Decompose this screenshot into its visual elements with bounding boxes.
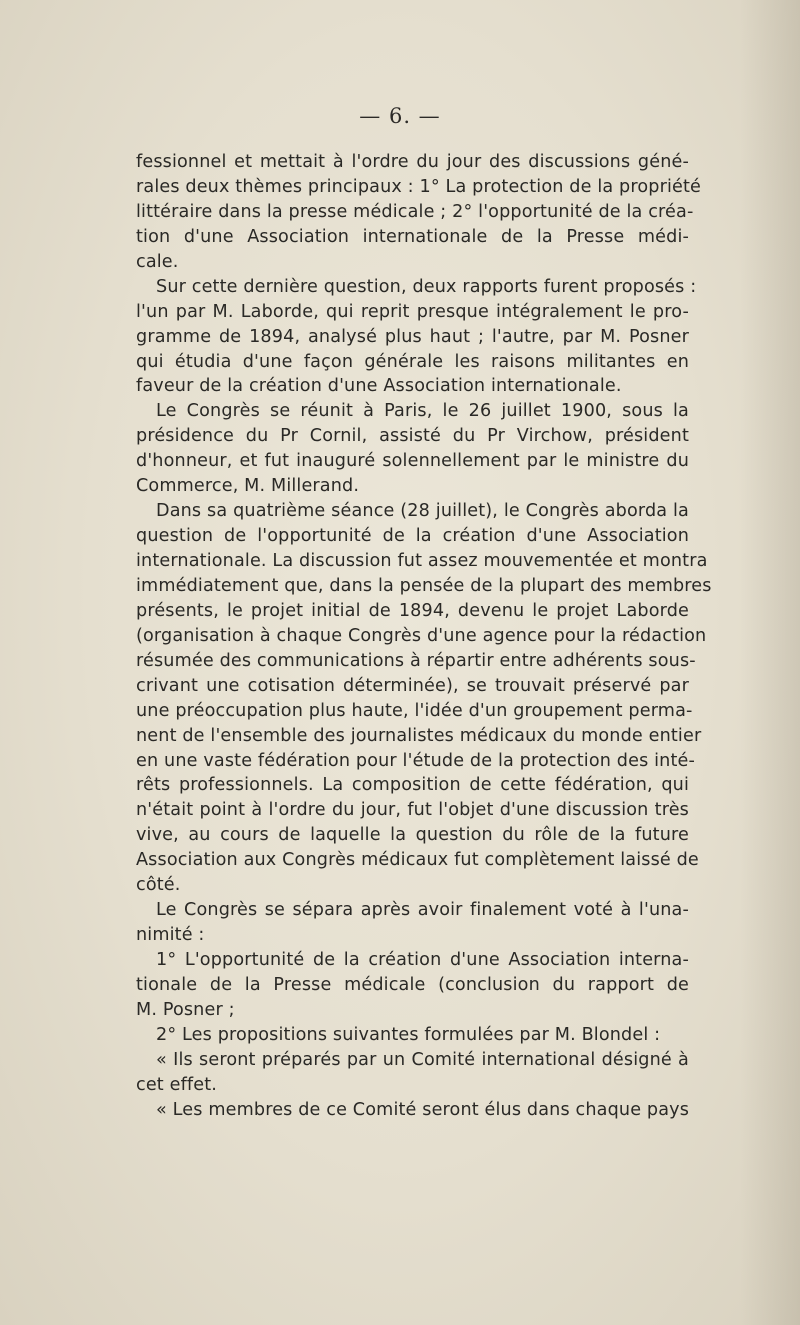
text-line: Commerce, M. Millerand. <box>136 476 360 497</box>
text-line: Dans sa quatrième séance (28 juillet), le Congrès aborda la <box>156 501 689 522</box>
text-line: littéraire dans la presse médicale ; 2° l'opportunité de la créa- <box>136 201 694 222</box>
text-line: question de l'opportunité de la création d'une Association <box>136 526 689 547</box>
text-line: « Les membres de ce Comité seront élus dans chaque pays <box>156 1099 690 1120</box>
text-line: présents, le projet initial de 1894, devenu le projet Laborde <box>136 600 689 621</box>
text-line: (organisation à chaque Congrès d'une agence pour la rédaction <box>136 625 707 646</box>
text-line: « Ils seront préparés par un Comité international désigné à <box>156 1049 689 1070</box>
text-line: gramme de 1894, analysé plus haut ; l'autre, par M. Posner <box>136 326 689 347</box>
page-number: — 6. — <box>359 104 441 128</box>
text-line: Le Congrès se réunit à Paris, le 26 juillet 1900, sous la <box>156 401 689 422</box>
text-line: 2° Les propositions suivantes formulées par M. Blondel : <box>156 1024 661 1045</box>
text-line: tionale de la Presse médicale (conclusion du rapport de <box>136 974 689 995</box>
text-line: en une vaste fédération pour l'étude de la protection des inté- <box>136 750 695 771</box>
text-line: fessionnel et mettait à l'ordre du jour des discussions géné- <box>136 152 689 172</box>
text-line: tion d'une Association internationale de la Presse médi- <box>136 226 689 247</box>
text-line: 1° L'opportunité de la création d'une Association interna- <box>156 950 689 970</box>
text-line: Sur cette dernière question, deux rapports furent proposés : <box>156 276 697 297</box>
text-line: l'un par M. Laborde, qui reprit presque intégralement le pro- <box>136 301 689 322</box>
text-line: internationale. La discussion fut assez mouvementée et montra <box>136 551 708 571</box>
text-line: nent de l'ensemble des journalistes médicaux du monde entier <box>136 725 702 746</box>
text-line: crivant une cotisation déterminée), se trouvait préservé par <box>136 675 689 696</box>
body-text <box>136 150 712 1123</box>
text-line: présidence du Pr Cornil, assisté du Pr Virchow, président <box>136 426 689 447</box>
text-line: une préoccupation plus haute, l'idée d'un groupement perma- <box>136 700 693 721</box>
text-line: faveur de la création d'une Association internationale. <box>136 376 622 397</box>
text-line: côté. <box>136 875 181 896</box>
text-line: d'honneur, et fut inauguré solennellement par le ministre du <box>136 451 689 472</box>
text-line: M. Posner ; <box>136 999 235 1020</box>
text-line: vive, au cours de laquelle la question du rôle de la future <box>136 825 689 846</box>
text-line: Le Congrès se sépara après avoir finalement voté à l'una- <box>156 900 689 921</box>
text-line: rêts professionnels. La composition de cette fédération, qui <box>136 775 689 796</box>
text-line: résumée des communications à répartir entre adhérents sous- <box>136 650 696 671</box>
text-line: cale. <box>136 251 179 272</box>
text-line: Association aux Congrès médicaux fut complètement laissé de <box>136 850 699 871</box>
text-line: immédiatement que, dans la pensée de la plupart des membres <box>136 575 712 596</box>
text-line: qui étudia d'une façon générale les raisons militantes en <box>136 351 689 372</box>
text-line: n'était point à l'ordre du jour, fut l'objet d'une discussion très <box>136 800 689 821</box>
text-line: cet effet. <box>136 1074 218 1095</box>
text-line: rales deux thèmes principaux : 1° La protection de la propriété <box>136 176 701 197</box>
page-edge-shadow <box>740 0 800 1325</box>
text-line: nimité : <box>136 925 205 946</box>
